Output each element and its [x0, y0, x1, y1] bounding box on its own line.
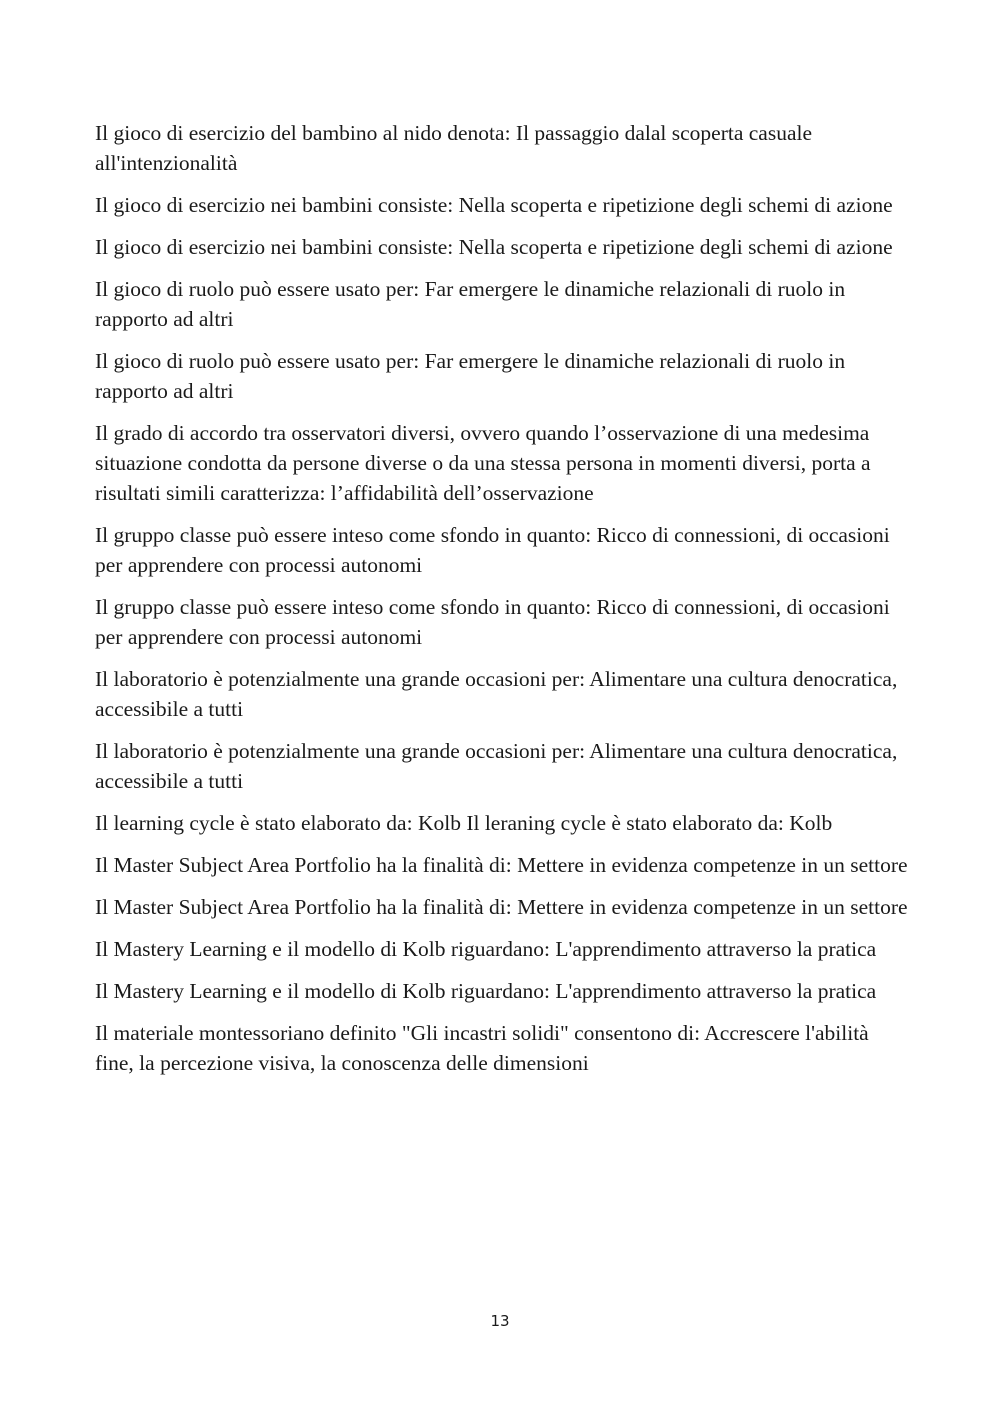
paragraph: Il gioco di ruolo può essere usato per: Far emergere le dinamiche relazionali di ruolo in rapporto ad altri	[95, 277, 846, 331]
page-number: 13	[490, 1312, 510, 1330]
paragraph: Il materiale montessoriano definito "Gli incastri solidi" consentono di: Accrescere l'abilità fine, la percezione visiva, la conoscenza delle dimensioni	[95, 1021, 869, 1075]
paragraph: Il Mastery Learning e il modello di Kolb riguardano: L'apprendimento attraverso la pratica	[95, 937, 877, 961]
paragraph: Il learning cycle è stato elaborato da: Kolb Il leraning cycle è stato elaborato da: Kolb	[95, 811, 833, 835]
paragraph: Il gioco di esercizio nei bambini consiste: Nella scoperta e ripetizione degli schemi di azione	[95, 235, 893, 259]
document-body	[95, 118, 910, 1090]
paragraph: Il gioco di esercizio nei bambini consiste: Nella scoperta e ripetizione degli schemi di azione	[95, 193, 893, 217]
paragraph: Il Master Subject Area Portfolio ha la finalità di: Mettere in evidenza competenze in un settore	[95, 895, 908, 919]
paragraph: Il gruppo classe può essere inteso come sfondo in quanto: Ricco di connessioni, di occasioni per apprendere con processi autonomi	[95, 595, 890, 649]
paragraph: Il gruppo classe può essere inteso come sfondo in quanto: Ricco di connessioni, di occasioni per apprendere con processi autonomi	[95, 523, 890, 577]
paragraph: Il Master Subject Area Portfolio ha la finalità di: Mettere in evidenza competenze in un settore	[95, 853, 908, 877]
paragraph: Il grado di accordo tra osservatori diversi, ovvero quando l’osservazione di una medesima situazione condotta da persone diverse o da una stessa persona in momenti diversi, porta a risultati simili caratterizza: l’affidabilità dell’osservazione	[95, 421, 871, 505]
paragraph: Il laboratorio è potenzialmente una grande occasioni per: Alimentare una cultura denocratica, accessibile a tutti	[95, 739, 898, 793]
paragraph: Il gioco di esercizio del bambino al nido denota: Il passaggio dalal scoperta casuale all'intenzionalità	[95, 121, 813, 175]
paragraph: Il gioco di ruolo può essere usato per: Far emergere le dinamiche relazionali di ruolo in rapporto ad altri	[95, 349, 846, 403]
paragraph: Il Mastery Learning e il modello di Kolb riguardano: L'apprendimento attraverso la pratica	[95, 979, 877, 1003]
paragraph: Il laboratorio è potenzialmente una grande occasioni per: Alimentare una cultura denocratica, accessibile a tutti	[95, 667, 898, 721]
